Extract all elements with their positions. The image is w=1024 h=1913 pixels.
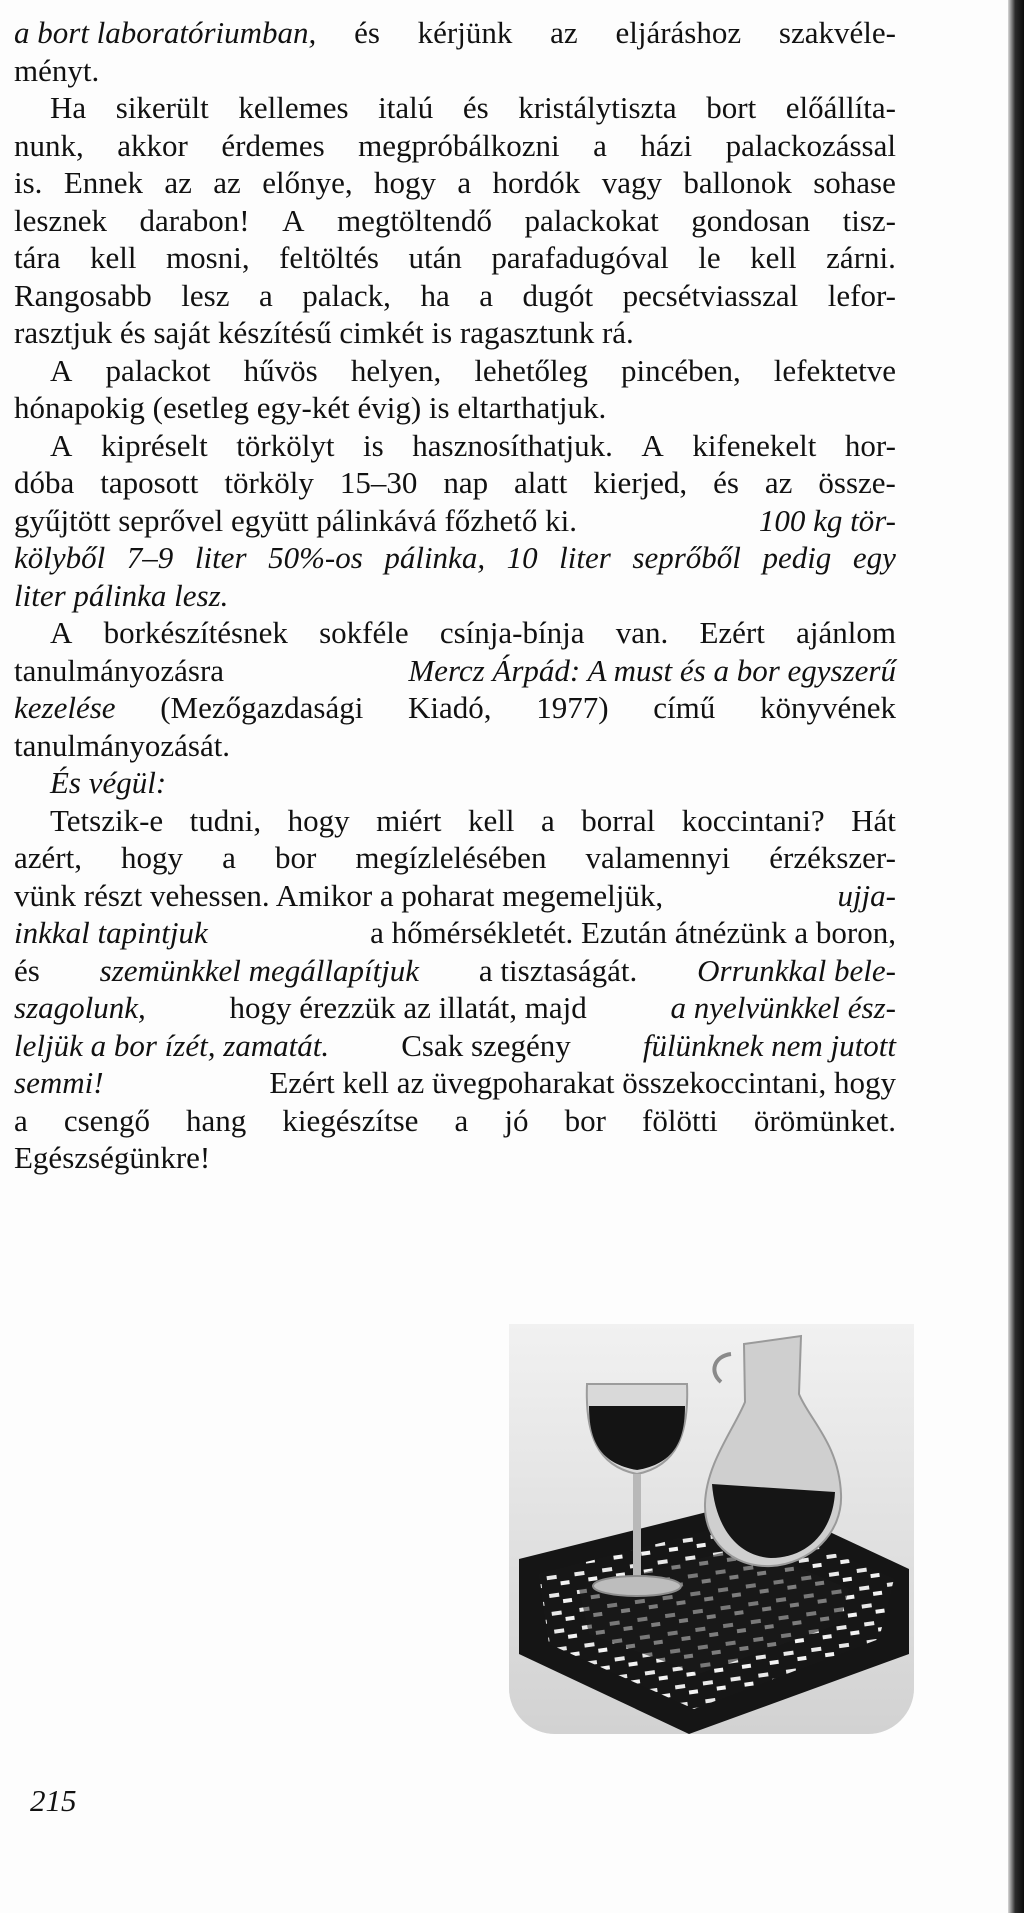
- word: sohase: [813, 165, 896, 200]
- text-line: [14, 952, 896, 990]
- word: dugót: [522, 277, 594, 313]
- text-segment: című: [653, 690, 716, 725]
- word: hang: [186, 1102, 247, 1138]
- word: koccintani?: [681, 802, 825, 838]
- word: hogy: [121, 840, 184, 875]
- text-line: [14, 652, 896, 690]
- text-line: [14, 614, 896, 652]
- italic-text-segment: És végül:: [50, 765, 167, 800]
- word: megízlelésében: [355, 840, 547, 875]
- text-segment: 1977): [536, 690, 609, 725]
- word: valamennyi: [585, 840, 731, 875]
- word: a: [14, 1102, 28, 1138]
- word: tudni,: [189, 802, 262, 838]
- word: dóba: [14, 465, 75, 500]
- word: kell: [468, 802, 515, 838]
- text-segment: könyvének: [759, 690, 896, 725]
- word: lefor-: [827, 277, 896, 313]
- word: akkor: [117, 127, 188, 163]
- word: hogy: [287, 802, 350, 838]
- text-line: [14, 539, 896, 577]
- italic-text-segment: kezelése: [14, 690, 116, 725]
- page-number: 215: [30, 1783, 77, 1818]
- word: az: [213, 165, 241, 200]
- wine-glass-and-carafe-photo: [509, 1324, 914, 1734]
- word: megpróbálkozni: [358, 127, 560, 163]
- text-line: [14, 802, 896, 840]
- word: is: [363, 427, 384, 463]
- text-segment: [50, 352, 896, 390]
- word: miért: [376, 802, 442, 838]
- word: is.: [14, 165, 43, 200]
- word: borkészítésnek: [103, 615, 288, 650]
- text-segment: [50, 89, 896, 127]
- word: a: [479, 277, 493, 313]
- word: érdemes: [221, 127, 325, 163]
- italic-text-segment: szagolunk,: [14, 990, 146, 1025]
- word: a: [593, 127, 607, 163]
- word: A: [641, 427, 664, 463]
- word: italú: [378, 90, 434, 125]
- text-segment: eljáráshoz: [615, 15, 742, 50]
- text-line: [14, 202, 896, 240]
- italic-text-segment: inkkal tapintjuk: [14, 915, 208, 950]
- word: előnye,: [262, 165, 353, 200]
- word: kristálytiszta: [518, 90, 677, 125]
- word: Ezért: [699, 615, 765, 650]
- body-text: [14, 14, 896, 1177]
- word: A: [50, 615, 73, 650]
- text-line: [14, 502, 896, 540]
- text-segment: a hőmérsékletét. Ezután átnézünk a boron,: [370, 915, 896, 950]
- word: ballonok: [683, 165, 792, 200]
- text-line: [14, 914, 896, 952]
- word: kiegészítse: [282, 1102, 419, 1138]
- word: az: [164, 165, 192, 200]
- word: nap: [443, 465, 489, 500]
- word: ha: [420, 277, 450, 313]
- word: nunk,: [14, 127, 84, 163]
- word: sokféle: [319, 615, 409, 650]
- text-line: [14, 14, 896, 52]
- word: a: [541, 802, 555, 838]
- word: lesz: [181, 277, 230, 313]
- word: 7–9: [126, 540, 174, 575]
- text-segment: [50, 427, 896, 465]
- word: lehetőleg: [474, 352, 588, 388]
- text-segment: [14, 1102, 896, 1140]
- word: jó: [504, 1102, 529, 1138]
- text-line: [14, 164, 896, 202]
- italic-text-segment: fülünknek nem jutott: [642, 1027, 896, 1063]
- text-segment: szakvéle-: [778, 15, 896, 50]
- text-line: [14, 314, 896, 352]
- text-segment: a tisztaságát.: [478, 952, 638, 988]
- text-line: [14, 1102, 896, 1140]
- text-line: [14, 277, 896, 315]
- italic-text-segment: a bort laboratóriumban,: [14, 15, 317, 50]
- text-line: [14, 389, 896, 427]
- word: a: [222, 840, 236, 875]
- text-segment: Kiadó,: [408, 690, 492, 725]
- text-segment: kérjünk: [417, 15, 513, 50]
- text-segment: [50, 614, 896, 652]
- italic-text-segment: szemünkkel megállapítjuk: [99, 952, 420, 988]
- word: a: [259, 277, 273, 313]
- word: kierjed,: [593, 465, 688, 500]
- word: a: [454, 1102, 469, 1138]
- italic-text-segment: semmi!: [14, 1065, 104, 1100]
- text-segment: hogy érezzük az illatát, majd: [229, 990, 587, 1025]
- word: után: [408, 240, 462, 275]
- text-segment: hónapokig (esetleg egy-két évig) is eltarthatjuk.: [14, 390, 607, 425]
- text-segment: vünk részt vehessen. Amikor a poharat megemeljük,: [14, 877, 664, 913]
- text-line: [14, 127, 896, 165]
- word: kifenekelt: [692, 427, 817, 463]
- text-line: [14, 989, 896, 1027]
- text-segment: [14, 839, 896, 877]
- word: bor: [564, 1102, 606, 1138]
- word: törkölyt: [236, 427, 335, 463]
- italic-text-segment: 100 kg tör-: [758, 502, 896, 538]
- word: érzékszer-: [769, 840, 896, 875]
- word: megtöltendő: [337, 202, 493, 238]
- word: az: [764, 465, 793, 500]
- page-edge-shadow: [1008, 0, 1024, 1913]
- word: palackot: [105, 352, 211, 388]
- italic-text-segment: liter pálinka lesz.: [14, 577, 229, 613]
- word: csengő: [63, 1102, 150, 1138]
- word: vagy: [601, 165, 662, 200]
- word: csínja-bínja: [439, 615, 585, 650]
- word: borral: [581, 802, 656, 838]
- text-line: [14, 877, 896, 915]
- word: darabon!: [139, 202, 250, 238]
- word: tára: [14, 240, 61, 275]
- word: sikerült: [115, 90, 209, 125]
- text-segment: Egészségünkre!: [14, 1140, 211, 1175]
- word: előállíta-: [785, 90, 896, 125]
- word: fölötti: [642, 1102, 718, 1138]
- word: tisz-: [842, 202, 896, 238]
- word: palackokat: [524, 202, 659, 238]
- word: 15–30: [339, 465, 418, 500]
- text-line: [14, 839, 896, 877]
- text-segment: [14, 127, 896, 165]
- text-segment: gyűjtött seprővel együtt pálinkává főzhető ki.: [14, 502, 578, 538]
- word: hogy: [373, 165, 436, 200]
- word: ajánlom: [796, 615, 896, 650]
- word: pálinka,: [384, 540, 486, 575]
- word: pedig: [762, 540, 832, 575]
- word: Tetszik-e: [50, 802, 164, 838]
- word: Ha: [50, 90, 87, 125]
- text-segment: [14, 464, 896, 502]
- word: seprőből: [632, 540, 741, 575]
- word: A: [282, 202, 305, 238]
- word: kellemes: [238, 90, 349, 125]
- word: helyen,: [350, 352, 442, 388]
- word: liter: [194, 540, 247, 575]
- word: A: [50, 427, 73, 463]
- word: össze-: [818, 465, 896, 500]
- word: kölyből: [14, 540, 106, 575]
- text-line: [14, 1027, 896, 1065]
- word: alatt: [514, 465, 568, 500]
- word: hűvös: [243, 352, 318, 388]
- word: kell: [90, 240, 137, 275]
- text-segment: tanulmányozását.: [14, 727, 231, 763]
- word: hasznosíthatjuk.: [412, 427, 613, 463]
- italic-text-segment: Orrunkkal bele-: [697, 952, 896, 988]
- text-line: [14, 427, 896, 465]
- word: palackozással: [725, 127, 896, 163]
- word: lesznek: [14, 202, 107, 238]
- word: bort: [706, 90, 757, 125]
- word: hor-: [844, 427, 896, 463]
- word: hordók: [492, 165, 581, 200]
- word: gondosan: [691, 202, 811, 238]
- italic-text-segment: Mercz Árpád: A must és a bor egyszerű: [408, 652, 896, 688]
- text-line: [14, 1064, 896, 1102]
- text-segment: [50, 802, 896, 840]
- text-segment: [14, 202, 896, 240]
- text-segment: [14, 239, 896, 277]
- text-line: [14, 764, 896, 802]
- text-line: [14, 352, 896, 390]
- text-segment: tanulmányozásra: [14, 652, 225, 688]
- word: örömünket.: [753, 1102, 896, 1138]
- text-segment: Ezért kell az üvegpoharakat összekoccintani, hogy: [269, 1065, 896, 1100]
- text-segment: és: [14, 952, 40, 988]
- text-line: [14, 464, 896, 502]
- word: azért,: [14, 840, 82, 875]
- text-line: [14, 689, 896, 727]
- text-segment: ményt.: [14, 52, 100, 88]
- text-line: [14, 52, 896, 90]
- text-segment: (Mezőgazdasági: [160, 690, 364, 725]
- text-line: [14, 239, 896, 277]
- word: lefektetve: [773, 352, 896, 388]
- word: van.: [615, 615, 669, 650]
- italic-text-segment: leljük a bor ízét, zamatát.: [14, 1027, 330, 1063]
- word: mosni,: [166, 240, 250, 275]
- text-segment: [14, 277, 896, 315]
- italic-text-segment: ujja-: [837, 877, 896, 913]
- word: törköly: [224, 465, 314, 500]
- word: házi: [640, 127, 693, 163]
- word: pecsétviasszal: [622, 277, 799, 313]
- word: palack,: [302, 277, 391, 313]
- word: liter: [559, 540, 611, 575]
- word: Ennek: [63, 165, 144, 200]
- word: taposott: [100, 465, 199, 500]
- word: egy: [852, 540, 896, 575]
- word: kell: [750, 240, 797, 275]
- word: A: [50, 352, 73, 388]
- italic-text-segment: [14, 539, 896, 577]
- word: feltöltés: [279, 240, 379, 275]
- text-segment: az: [550, 15, 578, 50]
- word: és: [713, 465, 739, 500]
- word: Rangosabb: [14, 277, 152, 313]
- word: 10: [506, 540, 538, 575]
- word: Hát: [851, 802, 896, 838]
- text-line: [14, 577, 896, 615]
- text-line: [14, 727, 896, 765]
- word: bor: [274, 840, 317, 875]
- word: pincében,: [621, 352, 741, 388]
- italic-text-segment: a nyelvünkkel ész-: [670, 990, 896, 1025]
- text-line: [14, 1139, 896, 1177]
- word: és: [462, 90, 489, 125]
- text-segment: Csak szegény: [401, 1027, 571, 1063]
- text-segment: [14, 164, 896, 202]
- text-segment: és: [354, 15, 380, 50]
- word: 50%-os: [268, 540, 363, 575]
- word: parafadugóval: [491, 240, 669, 275]
- word: kipréselt: [100, 427, 208, 463]
- text-segment: rasztjuk és saját készítésű cimkét is ragasztunk rá.: [14, 315, 634, 350]
- word: zárni.: [826, 240, 896, 275]
- word: le: [698, 240, 721, 275]
- word: a: [457, 165, 472, 200]
- text-line: [14, 89, 896, 127]
